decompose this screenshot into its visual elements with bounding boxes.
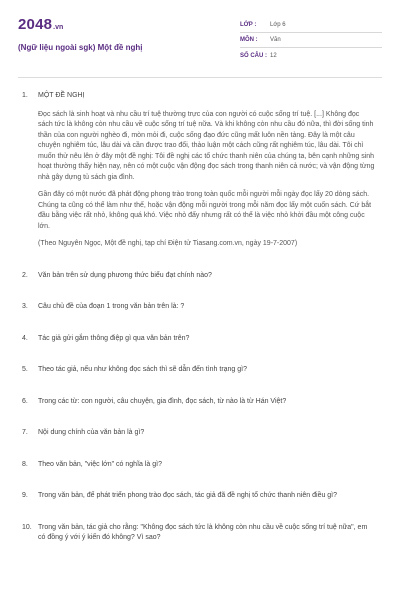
question-body [38, 91, 376, 250]
question-text: Tác giả gửi gắm thông điệp gì qua văn bản trên? [38, 334, 190, 342]
meta-label: MÔN : [240, 37, 258, 43]
meta-row-grade [240, 18, 382, 33]
question-text: Câu chủ đề của đoạn 1 trong văn bản trên là: ? [38, 303, 185, 310]
meta-label: SỐ CÂU : [240, 52, 267, 59]
question-number: 1. [22, 92, 28, 99]
question-number: 8. [22, 460, 28, 468]
question-number: 7. [22, 429, 28, 436]
question-item [22, 397, 376, 408]
question-item [22, 91, 376, 250]
question-text: Trong các từ: con người, câu chuyện, gia đình, đọc sách, từ nào là từ Hán Việt? [38, 397, 287, 405]
question-item [22, 460, 376, 471]
question-text: Trong văn bản, tác giả cho rằng: "Không đọc sách tức là không còn nhu cầu về cuộc sống trí tuệ nữa", em có đồng ý với ý kiến đó không? Vì sao? [38, 523, 368, 541]
meta-value: Văn [270, 37, 281, 43]
passage-source: (Theo Nguyên Ngọc, Một đề nghị, tạp chí Điện tử Tiasang.com.vn, ngày 19-7-2007) [38, 240, 298, 247]
question-item [22, 334, 376, 345]
question-text: Theo tác giả, nếu như không đọc sách thì sẽ dẫn đến tình trạng gì? [38, 366, 247, 373]
question-text: Văn bản trên sử dụng phương thức biểu đạt chính nào? [38, 271, 212, 279]
question-number: 2. [22, 271, 28, 279]
question-number: 9. [22, 492, 28, 499]
question-item [22, 523, 376, 544]
passage-paragraph: Gần đây có một nước đã phát động phong trào trong toàn quốc mỗi người mỗi ngày đọc lấy 20 dòng sách. Chúng ta cũng có thể làm như thế, hoặc vận động mỗi người trong mỗi năm đọc lấy một cuốn sách. Cứ bắt đầu bằng việc rất nhỏ, không quá khó. Việc nhỏ đấy nhưng rất có thể là việc nhỏ khởi đầu một công cuộc lớn. [38, 191, 372, 230]
meta-label: LỚP : [240, 22, 257, 28]
passage-title: MỘT ĐỀ NGHỊ [38, 92, 85, 99]
brand-area [18, 16, 238, 52]
meta-value: Lớp 6 [270, 22, 286, 28]
question-text: Theo văn bản, "việc lớn" có nghĩa là gì? [38, 460, 162, 468]
document-title: (Ngữ liệu ngoài sgk) Một đề nghị [18, 43, 143, 52]
question-number: 6. [22, 397, 28, 405]
question-text: Trong văn bản, để phát triển phong trào đọc sách, tác giả đã đề nghị tổ chức thanh niên điều gì? [38, 492, 338, 499]
question-item [22, 271, 376, 282]
question-item [22, 365, 376, 376]
question-item [22, 302, 376, 313]
header [18, 16, 382, 63]
question-number: 3. [22, 303, 28, 310]
logo-suffix: .vn [53, 24, 64, 31]
question-text: Nội dung chính của văn bản là gì? [38, 429, 145, 436]
question-number: 5. [22, 366, 28, 373]
header-divider [18, 77, 382, 78]
question-number: 4. [22, 334, 28, 342]
meta-row-subject [240, 33, 382, 48]
question-item [22, 491, 376, 502]
passage-paragraph: Đọc sách là sinh hoạt và nhu cầu trí tuệ thường trực của con người có cuộc sống trí tuệ. [...] Không đọc sách tức là không còn nhu cầu về cuộc sống trí tuệ nữa. Và khi không còn nhu cầu đó nữa, thì đời sống tinh thần của con người nghèo đi, mòn mỏi đi, cuộc sống đạo đức cũng mất luôn nền tảng. Đây là một câu chuyện nghiêm túc, lâu dài và cần được trao đổi, thảo luận một cách cũng rất nghiêm túc, lâu dài. Tôi chỉ muốn thử nêu lên ở đây một đề nghị: Tôi đề nghị các tổ chức thanh niên của chúng ta, bên cạnh những sinh hoạt thường thấy hiện nay, nên có một cuộc vận động đọc sách trong thanh niên cả nước; và vận động từng nhà gây dựng tủ sách gia đình. [38, 110, 375, 181]
reading-passage [38, 110, 376, 250]
questions-list [18, 91, 382, 544]
question-number: 10. [22, 523, 32, 531]
meta-row-question-count [240, 48, 382, 63]
question-item [22, 428, 376, 439]
site-logo[interactable] [18, 16, 238, 33]
meta-value: 12 [270, 52, 277, 59]
meta-table [240, 18, 382, 63]
logo-name: 2048 [18, 16, 53, 33]
